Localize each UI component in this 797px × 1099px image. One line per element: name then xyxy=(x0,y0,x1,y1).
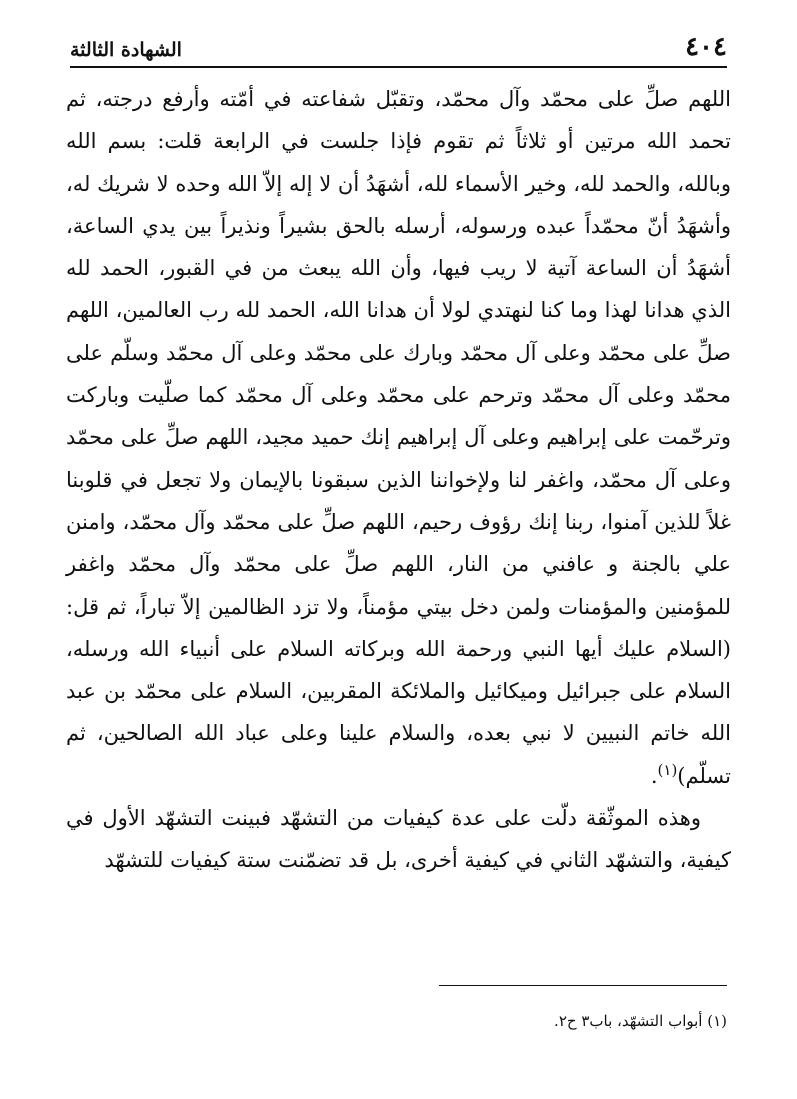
footnote-marker[interactable]: (١) xyxy=(657,760,678,779)
paragraph: وهذه الموثّقة دلّت على عدة كيفيات من التشهّد فبينت التشهّد الأول في كيفية، والتشهّد الثاني في كيفية أخرى، بل قد تضمّنت ستة كيفيات للتشهّد xyxy=(66,806,731,873)
footnote-divider xyxy=(439,985,727,986)
running-title: الشهادة الثالثة xyxy=(70,39,182,61)
paragraph xyxy=(66,78,731,797)
page-number: ٤٠٤ xyxy=(685,32,727,62)
paragraph-text: اللهم صلِّ على محمّد وآل محمّد، وتقبّل شفاعته في أمّته وأرفع درجته، ثم تحمد الله مرتين أو ثلاثاً ثم تقوم فإذا جلست في الرابعة قلت: بسم الله وبالله، والحمد لله، وخير الأسماء لله، أشهَدُ أن لا إله إلاّ الله وحده لا شريك له، وأشهَدُ أنّ محمّداً عبده ورسوله، أرسله بالحق بشيراً ونذيراً بين يدي الساعة، أشهَدُ أن الساعة آتية لا ريب فيها، وأن الله يبعث من في القبور، الحمد لله الذي هدانا لهذا وما كنا لنهتدي لولا أن هدانا الله، الحمد لله رب العالمين، اللهم صلِّ على محمّد وعلى آل محمّد وبارك على محمّد وعلى آل محمّد وسلّم على محمّد وعلى آل محمّد وترحم على محمّد وعلى آل محمّد كما صلّيت وباركت وترحّمت على إبراهيم وعلى آل إبراهيم إنك حميد مجيد، اللهم صلِّ على محمّد وعلى آل محمّد، واغفر لنا ولإخواننا الذين سبقونا بالإيمان ولا تجعل في قلوبنا غلاً للذين آمنوا، ربنا إنك رؤوف رحيم، اللهم صلِّ على محمّد وآل محمّد، وامنن علي بالجنة و عافني من النار، اللهم صلِّ على محمّد وآل محمّد واغفر للمؤمنين والمؤمنات ولمن دخل بيتي مؤمناً، ولا تزد الظالمين إلاّ تباراً، ثم قل: (السلام عليك أيها النبي ورحمة الله وبركاته السلام على أنبياء الله ورسله، السلام على جبرائيل وميكائيل والملائكة المقربين، السلام على محمّد بن عبد الله خاتم النبيين لا نبي بعده، والسلام علينا وعلى عباد الله الصالحين، ثم تسلّم) xyxy=(66,87,731,788)
body-text xyxy=(66,78,731,882)
page-header xyxy=(70,30,727,68)
paragraph-end: . xyxy=(650,763,658,788)
footnote: (١) أبواب التشهّد، باب٣ ح٢. xyxy=(554,1012,727,1030)
